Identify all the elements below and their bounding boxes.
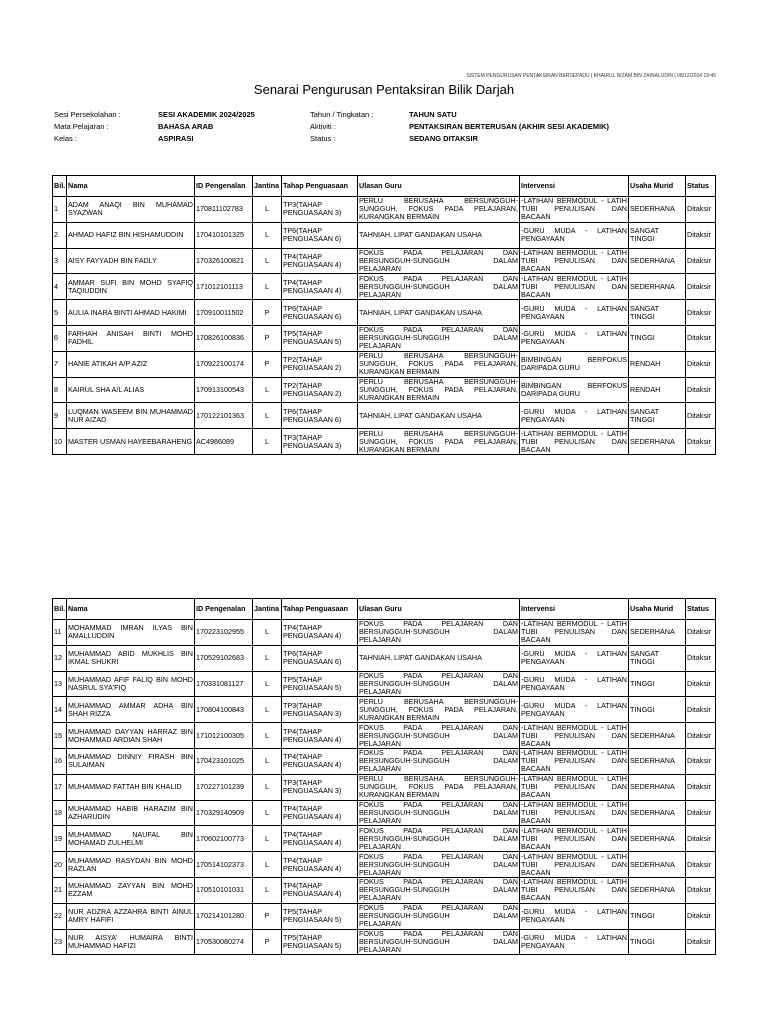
student-effort: SEDERHANA bbox=[629, 248, 686, 274]
table-row bbox=[53, 248, 716, 274]
system-info-line: SISTEM PENGURUSAN PENTAKSIRAN BERSEPADU | KHAIRUL NIZAM BIN ZAINALUDIN | 08/12/2024 19:45 bbox=[466, 73, 716, 79]
student-name: MUHAMMAD DAYYAN HARRAZ BIN MOHAMMAD ARDIAN SHAH bbox=[67, 723, 195, 749]
intervention: -GURU MUDA - LATIHAN PENGAYAAN bbox=[520, 222, 629, 248]
student-name: NUR AISYA' HUMAIRA BINTI MUHAMMAD HAFIZI bbox=[67, 929, 195, 955]
row-number: 1 bbox=[53, 197, 67, 223]
mapel-value: BAHASA ARAB bbox=[158, 122, 214, 131]
intervention: -LATIHAN BERMODUL - LATIH TUBI PENULISAN DAN BACAAN bbox=[521, 825, 627, 851]
gender: L bbox=[253, 800, 282, 826]
row-number: 12 bbox=[53, 645, 67, 671]
table-header-row bbox=[53, 599, 716, 620]
row-number: 2 bbox=[53, 222, 67, 248]
row-number: 7 bbox=[53, 351, 67, 377]
row-number: 22 bbox=[53, 903, 67, 929]
assessment-status: Ditaksir bbox=[686, 929, 716, 955]
row-number: 23 bbox=[53, 929, 67, 955]
student-effort: SEDERHANA bbox=[629, 197, 686, 223]
tahun-label: Tahun / Tingkatan : bbox=[310, 110, 374, 119]
intervention: -LATIHAN BERMODUL - LATIH TUBI PENULISAN DAN BACAAN bbox=[521, 428, 627, 454]
mastery-level: TP5(TAHAP PENGUASAAN 5) bbox=[282, 929, 358, 955]
row-number: 5 bbox=[53, 300, 67, 326]
student-effort: TINGGI bbox=[629, 903, 686, 929]
meta-info bbox=[54, 110, 714, 150]
intervention: -GURU MUDA - LATIHAN PENGAYAAN bbox=[520, 645, 629, 671]
table-row bbox=[53, 403, 716, 429]
student-effort: SANGAT TINGGI bbox=[629, 403, 686, 429]
mastery-level: TP5(TAHAP PENGUASAAN 5) bbox=[282, 903, 358, 929]
gender: L bbox=[253, 723, 282, 749]
student-name: ADAM ANAQI BIN MUHAMAD SYAZWAN bbox=[67, 197, 195, 223]
table-row bbox=[53, 929, 716, 955]
sesi-value: SESI AKADEMIK 2024/2025 bbox=[158, 110, 255, 119]
assessment-status: Ditaksir bbox=[686, 903, 716, 929]
teacher-comment: TAHNIAH, LIPAT GANDAKAN USAHA bbox=[358, 403, 520, 429]
gender: L bbox=[253, 248, 282, 274]
mastery-level: TP5(TAHAP PENGUASAAN 5) bbox=[282, 325, 358, 351]
student-name: MOHAMMAD IMRAN ILYAS BIN AMALLUDDIN bbox=[67, 620, 195, 646]
assessment-table-2 bbox=[52, 598, 716, 955]
table-row bbox=[53, 377, 716, 403]
student-name: NUR ADZRA AZZAHRA BINTI AINUL AMRY HAFIFI bbox=[67, 903, 195, 929]
student-name: MUHAMMAD HABIB HARAZIM BIN AZHARUDIN bbox=[67, 800, 195, 826]
kelas-value: ASPIRASI bbox=[158, 134, 194, 143]
row-number: 13 bbox=[53, 671, 67, 697]
mastery-level: TP4(TAHAP PENGUASAAN 4) bbox=[282, 877, 358, 903]
student-id: 170602100773 bbox=[195, 826, 253, 852]
student-id: 170223102955 bbox=[195, 620, 253, 646]
table-row bbox=[53, 671, 716, 697]
gender: L bbox=[253, 826, 282, 852]
student-id: 170423101025 bbox=[195, 748, 253, 774]
teacher-comment: FOKUS PADA PELAJARAN DAN BERSUNGGUH-SUNGGUH DALAM PELAJARAN bbox=[359, 325, 518, 351]
student-id: 170811102783 bbox=[195, 197, 253, 223]
column-header: Intervensi bbox=[520, 599, 629, 620]
intervention: BIMBINGAN BERFOKUS DARIPADA GURU bbox=[520, 351, 629, 377]
student-id: 170514102373 bbox=[195, 852, 253, 878]
assessment-status: Ditaksir bbox=[686, 826, 716, 852]
gender: L bbox=[253, 377, 282, 403]
aktiviti-label: Aktiviti : bbox=[310, 122, 336, 131]
gender: L bbox=[253, 877, 282, 903]
column-header: Nama bbox=[67, 599, 195, 620]
student-name: MUHAMMAD DINNIY FIRASH BIN SULAIMAN bbox=[67, 748, 195, 774]
teacher-comment: FOKUS PADA PELAJARAN DAN BERSUNGGUH-SUNGGUH DALAM PELAJARAN bbox=[359, 903, 518, 929]
row-number: 18 bbox=[53, 800, 67, 826]
gender: P bbox=[253, 325, 282, 351]
intervention: -LATIHAN BERMODUL - LATIH TUBI PENULISAN DAN BACAAN bbox=[521, 800, 627, 825]
gender: L bbox=[253, 403, 282, 429]
intervention: -GURU MUDA - LATIHAN PENGAYAAN bbox=[520, 403, 629, 429]
assessment-status: Ditaksir bbox=[686, 222, 716, 248]
assessment-status: Ditaksir bbox=[686, 671, 716, 697]
row-number: 6 bbox=[53, 325, 67, 351]
student-effort: SEDERHANA bbox=[629, 826, 686, 852]
teacher-comment: FOKUS PADA PELAJARAN DAN BERSUNGGUH-SUNGGUH DALAM PELAJARAN bbox=[359, 671, 518, 696]
intervention: -LATIHAN BERMODUL - LATIH TUBI PENULISAN DAN BACAAN bbox=[521, 774, 627, 800]
intervention: -LATIHAN BERMODUL - LATIH TUBI PENULISAN DAN BACAAN bbox=[521, 877, 627, 903]
student-name: FARHAH ANISAH BINTI MOHD FADHIL bbox=[67, 325, 195, 351]
row-number: 3 bbox=[53, 248, 67, 274]
teacher-comment: FOKUS PADA PELAJARAN DAN BERSUNGGUH-SUNGGUH DALAM PELAJARAN bbox=[359, 851, 518, 877]
column-header: Nama bbox=[67, 176, 195, 197]
assessment-status: Ditaksir bbox=[686, 351, 716, 377]
gender: L bbox=[253, 222, 282, 248]
student-id: 170913100543 bbox=[195, 377, 253, 403]
intervention: -LATIHAN BERMODUL - LATIH TUBI PENULISAN DAN BACAAN bbox=[521, 722, 627, 748]
student-id: 170122101363 bbox=[195, 403, 253, 429]
table-row bbox=[53, 748, 716, 774]
table-row bbox=[53, 877, 716, 903]
student-id: 171012100305 bbox=[195, 723, 253, 749]
student-name: MUHAMMAD AFIF FALIQ BIN MOHD NASRUL SYA'FIQ bbox=[67, 671, 195, 697]
row-number: 20 bbox=[53, 852, 67, 878]
column-header: Ulasan Guru bbox=[358, 599, 520, 620]
gender: L bbox=[253, 852, 282, 878]
assessment-status: Ditaksir bbox=[686, 429, 716, 455]
student-name: AMMAR SUFI BIN MOHD SYAFIQ TAQIUDDIN bbox=[67, 274, 195, 300]
gender: L bbox=[253, 274, 282, 300]
column-header: Usaha Murid bbox=[629, 599, 686, 620]
student-id: 170510101031 bbox=[195, 877, 253, 903]
intervention: -GURU MUDA - LATIHAN PENGAYAAN bbox=[520, 300, 629, 326]
student-effort: RENDAH bbox=[629, 377, 686, 403]
mastery-level: TP3(TAHAP PENGUASAAN 3) bbox=[282, 774, 358, 800]
intervention: -GURU MUDA - LATIHAN PENGAYAAN bbox=[520, 325, 629, 351]
assessment-status: Ditaksir bbox=[686, 877, 716, 903]
teacher-comment: TAHNIAH, LIPAT GANDAKAN USAHA bbox=[358, 222, 520, 248]
teacher-comment: FOKUS PADA PELAJARAN DAN BERSUNGGUH-SUNGGUH DALAM PELAJARAN bbox=[359, 619, 518, 645]
table-row bbox=[53, 351, 716, 377]
teacher-comment: FOKUS PADA PELAJARAN DAN BERSUNGGUH-SUNGGUH DALAM PELAJARAN bbox=[359, 929, 518, 954]
teacher-comment: FOKUS PADA PELAJARAN DAN BERSUNGGUH-SUNGGUH DALAM PELAJARAN bbox=[359, 248, 518, 273]
student-effort: SANGAT TINGGI bbox=[629, 645, 686, 671]
assessment-status: Ditaksir bbox=[686, 800, 716, 826]
intervention: -GURU MUDA - LATIHAN PENGAYAAN bbox=[520, 929, 629, 955]
mastery-level: TP2(TAHAP PENGUASAAN 2) bbox=[282, 377, 358, 403]
student-effort: SANGAT TINGGI bbox=[629, 222, 686, 248]
column-header: Bil. bbox=[53, 176, 67, 197]
gender: L bbox=[253, 429, 282, 455]
row-number: 10 bbox=[53, 429, 67, 455]
teacher-comment: TAHNIAH, LIPAT GANDAKAN USAHA bbox=[358, 300, 520, 326]
mastery-level: TP5(TAHAP PENGUASAAN 5) bbox=[282, 671, 358, 697]
student-name: MUHAMMAD RASYDAN BIN MOHD RAZLAN bbox=[67, 852, 195, 878]
table-row bbox=[53, 325, 716, 351]
intervention: -LATIHAN BERMODUL - LATIH TUBI PENULISAN DAN BACAAN bbox=[521, 248, 627, 273]
table-row bbox=[53, 774, 716, 800]
table-row bbox=[53, 852, 716, 878]
student-id: 170227101239 bbox=[195, 774, 253, 800]
student-effort: RENDAH bbox=[629, 351, 686, 377]
student-effort: SEDERHANA bbox=[629, 877, 686, 903]
gender: P bbox=[253, 351, 282, 377]
column-header: Intervensi bbox=[520, 176, 629, 197]
student-id: 170922100174 bbox=[195, 351, 253, 377]
table-row bbox=[53, 800, 716, 826]
assessment-status: Ditaksir bbox=[686, 274, 716, 300]
mastery-level: TP4(TAHAP PENGUASAAN 4) bbox=[282, 248, 358, 274]
row-number: 4 bbox=[53, 274, 67, 300]
row-number: 15 bbox=[53, 723, 67, 749]
student-id: 170530080274 bbox=[195, 929, 253, 955]
intervention: -LATIHAN BERMODUL - LATIH TUBI PENULISAN DAN BACAAN bbox=[521, 748, 627, 774]
teacher-comment: PERLU BERUSAHA BERSUNGGUH-SUNGGUH, FOKUS PADA PELAJARAN, KURANGKAN BERMAIN bbox=[359, 351, 518, 377]
gender: L bbox=[253, 197, 282, 223]
teacher-comment: TAHNIAH, LIPAT GANDAKAN USAHA bbox=[358, 645, 520, 671]
mastery-level: TP4(TAHAP PENGUASAAN 4) bbox=[282, 274, 358, 300]
student-name: AULIA INARA BINTI AHMAD HAKIMI bbox=[67, 300, 195, 326]
page-title: Senarai Pengurusan Pentaksiran Bilik Darjah bbox=[253, 82, 515, 97]
gender: L bbox=[253, 671, 282, 697]
column-header: ID Pengenalan bbox=[195, 176, 253, 197]
row-number: 14 bbox=[53, 697, 67, 723]
mastery-level: TP6(TAHAP PENGUASAAN 6) bbox=[282, 645, 358, 671]
assessment-status: Ditaksir bbox=[686, 852, 716, 878]
student-id: 170804100843 bbox=[195, 697, 253, 723]
teacher-comment: PERLU BERUSAHA BERSUNGGUH-SUNGGUH, FOKUS PADA PELAJARAN, KURANGKAN BERMAIN bbox=[359, 377, 518, 402]
student-effort: SEDERHANA bbox=[629, 800, 686, 826]
mastery-level: TP4(TAHAP PENGUASAAN 4) bbox=[282, 800, 358, 826]
assessment-status: Ditaksir bbox=[686, 325, 716, 351]
intervention: BIMBINGAN BERFOKUS DARIPADA GURU bbox=[520, 377, 629, 403]
student-name: MUHAMMAD AMMAR ADHA BIN SHAH RIZZA bbox=[67, 697, 195, 723]
table-row bbox=[53, 723, 716, 749]
assessment-status: Ditaksir bbox=[686, 403, 716, 429]
gender: L bbox=[253, 620, 282, 646]
gender: L bbox=[253, 697, 282, 723]
teacher-comment: FOKUS PADA PELAJARAN DAN BERSUNGGUH-SUNGGUH DALAM PELAJARAN bbox=[359, 825, 518, 851]
kelas-label: Kelas : bbox=[54, 134, 77, 143]
mastery-level: TP4(TAHAP PENGUASAAN 4) bbox=[282, 620, 358, 646]
mastery-level: TP2(TAHAP PENGUASAAN 2) bbox=[282, 351, 358, 377]
table-header-row bbox=[53, 176, 716, 197]
assessment-status: Ditaksir bbox=[686, 697, 716, 723]
student-effort: SEDERHANA bbox=[629, 429, 686, 455]
student-name: MUHAMMAD NAUFAL BIN MOHAMAD ZULHELMI bbox=[67, 826, 195, 852]
assessment-status: Ditaksir bbox=[686, 723, 716, 749]
student-effort: TINGGI bbox=[629, 697, 686, 723]
assessment-status: Ditaksir bbox=[686, 300, 716, 326]
teacher-comment: PERLU BERUSAHA BERSUNGGUH-SUNGGUH, FOKUS PADA PELAJARAN, KURANGKAN BERMAIN bbox=[359, 774, 518, 800]
gender: L bbox=[253, 645, 282, 671]
table-row bbox=[53, 429, 716, 455]
student-id: 170214101280 bbox=[195, 903, 253, 929]
intervention: -LATIHAN BERMODUL - LATIH TUBI PENULISAN DAN BACAAN bbox=[521, 273, 627, 299]
row-number: 9 bbox=[53, 403, 67, 429]
column-header: Tahap Penguasaan bbox=[282, 599, 358, 620]
column-header: Status bbox=[686, 599, 716, 620]
mastery-level: TP6(TAHAP PENGUASAAN 6) bbox=[282, 300, 358, 326]
teacher-comment: PERLU BERUSAHA BERSUNGGUH-SUNGGUH, FOKUS PADA PELAJARAN, KURANGKAN BERMAIN bbox=[359, 428, 518, 454]
intervention: -GURU MUDA - LATIHAN PENGAYAAN bbox=[520, 671, 629, 697]
status-value: SEDANG DITAKSIR bbox=[409, 134, 479, 143]
student-id: 170826100836 bbox=[195, 325, 253, 351]
student-effort: SANGAT TINGGI bbox=[629, 300, 686, 326]
student-effort: TINGGI bbox=[629, 671, 686, 697]
table-row bbox=[53, 645, 716, 671]
student-id: 170410101325 bbox=[195, 222, 253, 248]
teacher-comment: FOKUS PADA PELAJARAN DAN BERSUNGGUH-SUNGGUH DALAM PELAJARAN bbox=[359, 800, 518, 825]
student-name: HANIE ATIKAH A/P AZIZ bbox=[67, 351, 195, 377]
student-id: 170329140909 bbox=[195, 800, 253, 826]
teacher-comment: PERLU BERUSAHA BERSUNGGUH-SUNGGUH, FOKUS PADA PELAJARAN, KURANGKAN BERMAIN bbox=[359, 696, 518, 722]
column-header: Jantina bbox=[253, 176, 282, 197]
intervention: -GURU MUDA - LATIHAN PENGAYAAN bbox=[520, 903, 629, 929]
mastery-level: TP6(TAHAP PENGUASAAN 6) bbox=[282, 222, 358, 248]
mastery-level: TP4(TAHAP PENGUASAAN 4) bbox=[282, 723, 358, 749]
row-number: 11 bbox=[53, 620, 67, 646]
student-name: MUHAMMAD ZAYYAN BIN MOHD EZZAM bbox=[67, 877, 195, 903]
mastery-level: TP3(TAHAP PENGUASAAN 3) bbox=[282, 697, 358, 723]
table-row bbox=[53, 903, 716, 929]
assessment-status: Ditaksir bbox=[686, 620, 716, 646]
mastery-level: TP4(TAHAP PENGUASAAN 4) bbox=[282, 826, 358, 852]
student-id: 170910011502 bbox=[195, 300, 253, 326]
mastery-level: TP4(TAHAP PENGUASAAN 4) bbox=[282, 748, 358, 774]
student-name: MASTER USMAN HAYEEBARAHENG bbox=[67, 429, 195, 455]
assessment-table-1 bbox=[52, 175, 716, 455]
assessment-status: Ditaksir bbox=[686, 377, 716, 403]
mastery-level: TP3(TAHAP PENGUASAAN 3) bbox=[282, 429, 358, 455]
row-number: 19 bbox=[53, 826, 67, 852]
gender: P bbox=[253, 929, 282, 955]
column-header: Status bbox=[686, 176, 716, 197]
student-name: LUQMAN WASEEM BIN MUHAMMAD NUR AIZAD bbox=[67, 403, 195, 429]
mastery-level: TP3(TAHAP PENGUASAAN 3) bbox=[282, 197, 358, 223]
column-header: Tahap Penguasaan bbox=[282, 176, 358, 197]
mastery-level: TP4(TAHAP PENGUASAAN 4) bbox=[282, 852, 358, 878]
teacher-comment: FOKUS PADA PELAJARAN DAN BERSUNGGUH-SUNGGUH DALAM PELAJARAN bbox=[359, 722, 518, 748]
table-row bbox=[53, 274, 716, 300]
gender: P bbox=[253, 903, 282, 929]
student-effort: SEDERHANA bbox=[629, 748, 686, 774]
student-id: 170326100821 bbox=[195, 248, 253, 274]
gender: P bbox=[253, 300, 282, 326]
table-row bbox=[53, 697, 716, 723]
assessment-status: Ditaksir bbox=[686, 748, 716, 774]
status-label: Status : bbox=[310, 134, 336, 143]
row-number: 16 bbox=[53, 748, 67, 774]
student-effort: SEDERHANA bbox=[629, 620, 686, 646]
student-name: AHMAD HAFIZ BIN HISHAMUDDIN bbox=[67, 222, 195, 248]
row-number: 21 bbox=[53, 877, 67, 903]
row-number: 8 bbox=[53, 377, 67, 403]
column-header: Bil. bbox=[53, 599, 67, 620]
intervention: -LATIHAN BERMODUL - LATIH TUBI PENULISAN DAN BACAAN bbox=[521, 196, 627, 222]
column-header: Usaha Murid bbox=[629, 176, 686, 197]
student-id: 171012101113 bbox=[195, 274, 253, 300]
student-effort: SEDERHANA bbox=[629, 852, 686, 878]
student-effort: SEDERHANA bbox=[629, 274, 686, 300]
assessment-status: Ditaksir bbox=[686, 774, 716, 800]
student-id: AC4986089 bbox=[195, 429, 253, 455]
table-row bbox=[53, 300, 716, 326]
column-header: Jantina bbox=[253, 599, 282, 620]
sesi-label: Sesi Persekolahan : bbox=[54, 110, 121, 119]
student-name: KAIRUL SHA A/L ALIAS bbox=[67, 377, 195, 403]
student-effort: SEDERHANA bbox=[629, 774, 686, 800]
student-name: AISY FAYYADH BIN FADLY bbox=[67, 248, 195, 274]
teacher-comment: PERLU BERUSAHA BERSUNGGUH-SUNGGUH, FOKUS PADA PELAJARAN, KURANGKAN BERMAIN bbox=[359, 196, 518, 222]
table-row bbox=[53, 197, 716, 223]
student-name: MUHAMMAD FATTAH BIN KHALID bbox=[67, 774, 195, 800]
mastery-level: TP6(TAHAP PENGUASAAN 6) bbox=[282, 403, 358, 429]
intervention: -GURU MUDA - LATIHAN PENGAYAAN bbox=[520, 697, 629, 723]
student-id: 170529102683 bbox=[195, 645, 253, 671]
gender: L bbox=[253, 748, 282, 774]
teacher-comment: FOKUS PADA PELAJARAN DAN BERSUNGGUH-SUNGGUH DALAM PELAJARAN bbox=[359, 273, 518, 299]
column-header: Ulasan Guru bbox=[358, 176, 520, 197]
student-id: 170331081127 bbox=[195, 671, 253, 697]
student-effort: SEDERHANA bbox=[629, 723, 686, 749]
table-row bbox=[53, 620, 716, 646]
tahun-value: TAHUN SATU bbox=[409, 110, 457, 119]
table-row bbox=[53, 826, 716, 852]
intervention: -LATIHAN BERMODUL - LATIH TUBI PENULISAN DAN BACAAN bbox=[521, 619, 627, 645]
assessment-status: Ditaksir bbox=[686, 645, 716, 671]
intervention: -LATIHAN BERMODUL - LATIH TUBI PENULISAN DAN BACAAN bbox=[521, 851, 627, 877]
assessment-status: Ditaksir bbox=[686, 197, 716, 223]
gender: L bbox=[253, 774, 282, 800]
mapel-label: Mata Pelajaran : bbox=[54, 122, 109, 131]
student-effort: TINGGI bbox=[629, 929, 686, 955]
aktiviti-value: PENTAKSIRAN BERTERUSAN (AKHIR SESI AKADEMIK) bbox=[409, 122, 610, 131]
column-header: ID Pengenalan bbox=[195, 599, 253, 620]
row-number: 17 bbox=[53, 774, 67, 800]
table-row bbox=[53, 222, 716, 248]
assessment-status: Ditaksir bbox=[686, 248, 716, 274]
teacher-comment: FOKUS PADA PELAJARAN DAN BERSUNGGUH-SUNGGUH DALAM PELAJARAN bbox=[359, 748, 518, 774]
student-name: MUHAMMAD ABID MUKHLIS BIN IKMAL SHUKRI bbox=[67, 645, 195, 671]
teacher-comment: FOKUS PADA PELAJARAN DAN BERSUNGGUH-SUNGGUH DALAM PELAJARAN bbox=[359, 877, 518, 903]
student-effort: TINGGI bbox=[629, 325, 686, 351]
